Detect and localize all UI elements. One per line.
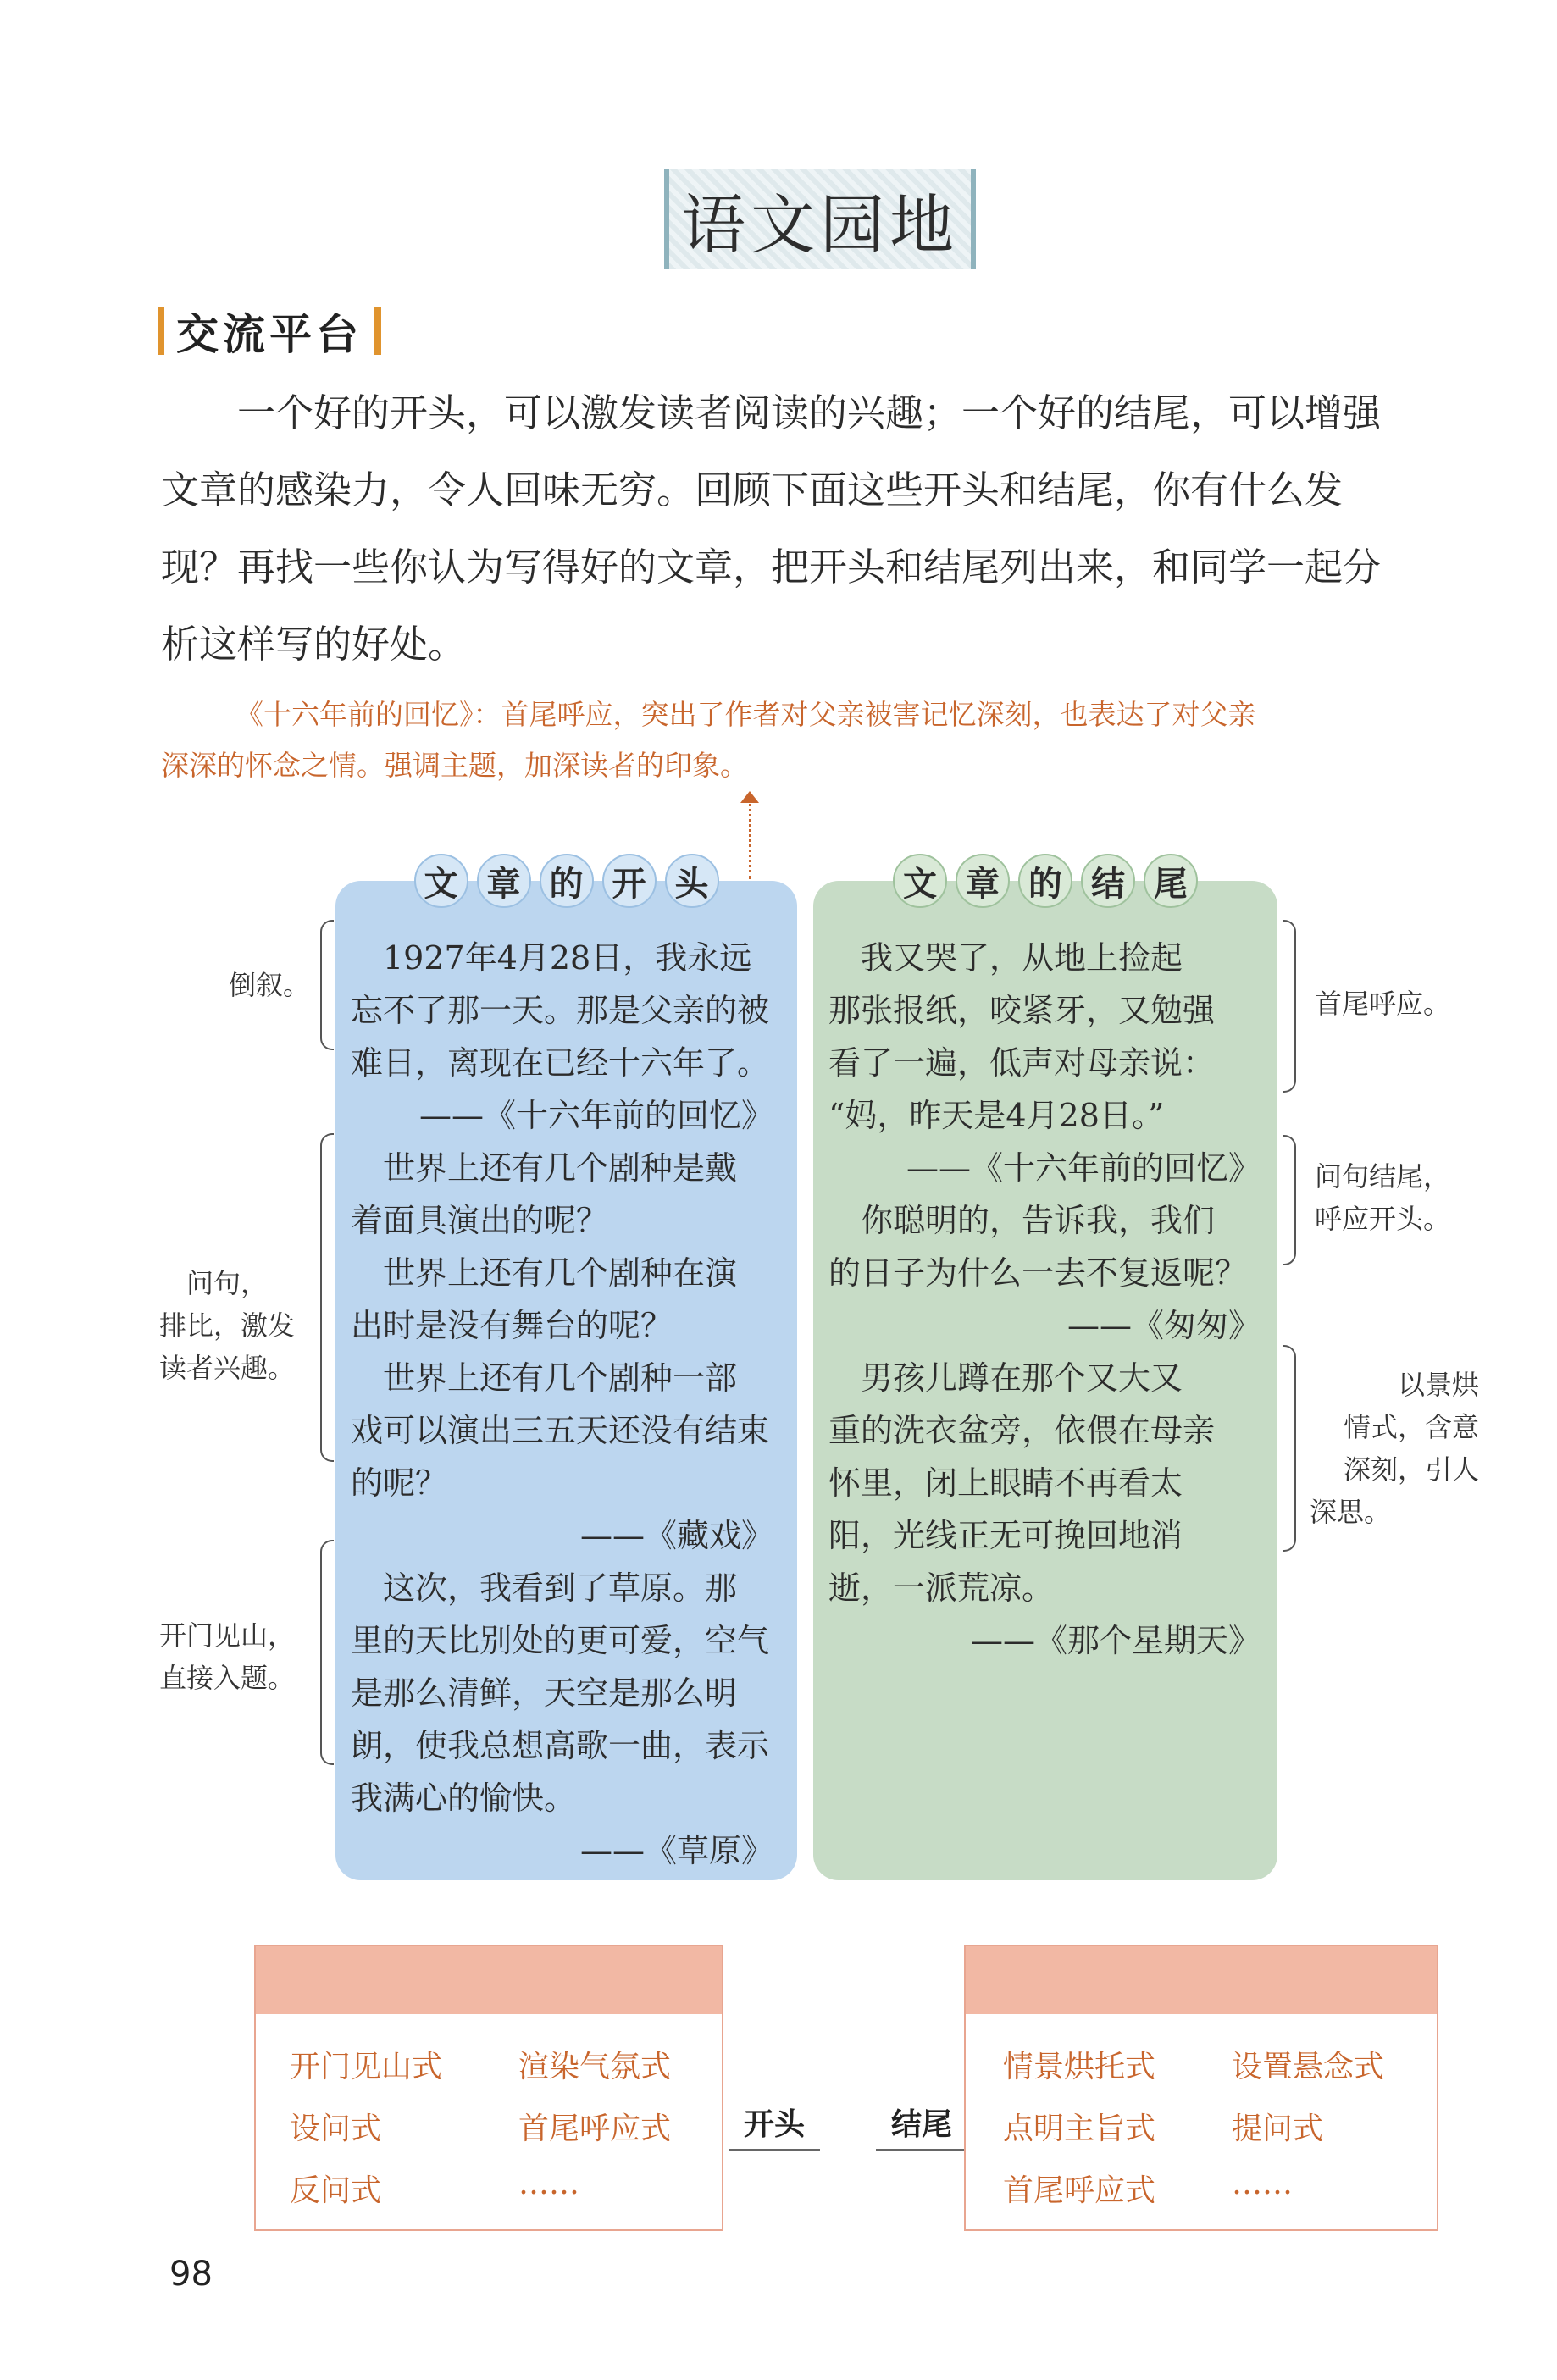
excerpt-line: 重的洗衣盆旁，依偎在母亲 bbox=[828, 1412, 1216, 1449]
ending-methods-list bbox=[966, 2014, 1437, 2210]
opening-panel bbox=[335, 863, 797, 1880]
method-item: 提问式 bbox=[1232, 2112, 1324, 2146]
note-line: 深刻，引人 bbox=[1343, 1453, 1479, 1486]
note-line: 开门见山， bbox=[159, 1619, 296, 1652]
page-title-banner bbox=[664, 169, 976, 269]
excerpt-block bbox=[828, 1194, 1261, 1352]
left-note-direct bbox=[159, 1614, 295, 1699]
method-item: …… bbox=[1232, 2167, 1293, 2201]
heading-char: 结 bbox=[1081, 854, 1135, 908]
excerpt-block bbox=[351, 932, 773, 1142]
excerpt-line: 我满心的愉快。 bbox=[351, 1779, 577, 1817]
excerpt-source: ——《十六年前的回忆》 bbox=[418, 1097, 773, 1134]
method-item: 开门见山式 bbox=[290, 2050, 443, 2084]
excerpt-line: 看了一遍，低声对母亲说： bbox=[828, 1044, 1216, 1082]
left-brace bbox=[320, 920, 334, 1050]
method-item: 反问式 bbox=[290, 2173, 382, 2208]
method-item: 首尾呼应式 bbox=[518, 2112, 672, 2146]
intro-line: 析这样写的好处。 bbox=[161, 622, 467, 667]
page-number: 98 bbox=[169, 2255, 213, 2294]
right-brace bbox=[1283, 1345, 1296, 1552]
excerpt-source: ——《那个星期天》 bbox=[970, 1622, 1261, 1659]
heading-char: 开 bbox=[602, 854, 657, 908]
excerpt-line: 这次，我看到了草原。那 bbox=[351, 1569, 738, 1607]
excerpt-source: ——《匆匆》 bbox=[1067, 1307, 1261, 1344]
note-line: 读者兴趣。 bbox=[159, 1352, 296, 1384]
method-item: 点明主旨式 bbox=[1003, 2112, 1156, 2146]
intro-line: 一个好的开头，可以激发读者阅读的兴趣；一个好的结尾，可以增强 bbox=[237, 390, 1382, 435]
method-item: 设问式 bbox=[290, 2112, 382, 2146]
opening-methods-box bbox=[254, 1945, 723, 2231]
method-item: 设置悬念式 bbox=[1232, 2050, 1385, 2084]
excerpt-source: ——《十六年前的回忆》 bbox=[906, 1149, 1261, 1187]
left-note-flashback bbox=[229, 964, 310, 1006]
excerpt-line: 你聪明的，告诉我，我们 bbox=[828, 1202, 1216, 1239]
heading-char: 章 bbox=[956, 854, 1010, 908]
heading-bar-left bbox=[158, 307, 164, 355]
note-line: 问句结尾， bbox=[1315, 1160, 1451, 1193]
note-line: 问句， bbox=[186, 1267, 269, 1299]
left-note-questions bbox=[159, 1262, 295, 1389]
opening-excerpts bbox=[335, 911, 797, 1877]
ending-panel bbox=[813, 863, 1277, 1880]
method-item: 情景烘托式 bbox=[1003, 2050, 1156, 2084]
excerpt-line: 难日，离现在已经十六年了。 bbox=[351, 1044, 770, 1082]
excerpt-source: ——《藏戏》 bbox=[579, 1517, 773, 1554]
excerpt-line: 逝，一派荒凉。 bbox=[828, 1569, 1055, 1607]
method-item: …… bbox=[518, 2167, 579, 2201]
left-brace bbox=[320, 1133, 334, 1462]
opening-tag: 开头 bbox=[729, 2095, 820, 2151]
excerpt-line: 世界上还有几个剧种是戴 bbox=[351, 1149, 738, 1187]
excerpt-line: 1927年4月28日，我永远 bbox=[351, 939, 752, 977]
excerpt-line: 世界上还有几个剧种一部 bbox=[351, 1359, 738, 1397]
excerpt-line: 我又哭了，从地上捡起 bbox=[828, 939, 1183, 977]
opening-methods-list bbox=[256, 2014, 722, 2210]
excerpt-line: 阳，光线正无可挽回地消 bbox=[828, 1517, 1183, 1554]
heading-char: 文 bbox=[893, 854, 947, 908]
note-line: 首尾呼应。 bbox=[1315, 988, 1451, 1020]
excerpt-line: 的呢？ bbox=[351, 1464, 448, 1502]
ending-panel-heading bbox=[813, 850, 1277, 911]
excerpt-line: 的日子为什么一去不复返呢？ bbox=[828, 1254, 1248, 1292]
excerpt-block bbox=[828, 1352, 1261, 1667]
heading-char: 头 bbox=[665, 854, 719, 908]
ending-excerpts bbox=[813, 911, 1277, 1667]
excerpt-line: 忘不了那一天。那是父亲的被 bbox=[351, 992, 770, 1029]
intro-paragraph bbox=[161, 374, 1482, 683]
section-heading-text: 交流平台 bbox=[176, 310, 363, 359]
excerpt-block bbox=[351, 1562, 773, 1877]
right-note-question-ending bbox=[1315, 1155, 1450, 1240]
heading-char: 尾 bbox=[1144, 854, 1198, 908]
note-line: 呼应开头。 bbox=[1315, 1203, 1451, 1235]
note-line: 直接入题。 bbox=[159, 1662, 296, 1694]
note-line: 情式，含意 bbox=[1343, 1411, 1479, 1443]
excerpt-line: 男孩儿蹲在那个又大又 bbox=[828, 1359, 1183, 1397]
section-heading bbox=[158, 305, 381, 357]
heading-bar-right bbox=[374, 307, 381, 355]
annotation-line: 深深的怀念之情。强调主题，加深读者的印象。 bbox=[161, 749, 748, 782]
excerpt-line: 里的天比别处的更可爱，空气 bbox=[351, 1622, 770, 1659]
method-item: 渲染气氛式 bbox=[518, 2050, 672, 2084]
excerpt-line: “妈，昨天是4月28日。” bbox=[828, 1097, 1165, 1134]
note-line: 以景烘 bbox=[1397, 1369, 1479, 1401]
excerpt-line: 朗，使我总想高歌一曲，表示 bbox=[351, 1727, 770, 1764]
right-note-scenery bbox=[1310, 1364, 1479, 1533]
note-line: 深思。 bbox=[1310, 1496, 1392, 1528]
intro-line: 文章的感染力，令人回味无穷。回顾下面这些开头和结尾，你有什么发 bbox=[161, 468, 1344, 512]
note-line: 排比，激发 bbox=[159, 1309, 296, 1342]
excerpt-line: 世界上还有几个剧种在演 bbox=[351, 1254, 738, 1292]
annotation-line: 《十六年前的回忆》：首尾呼应，突出了作者对父亲被害记忆深刻，也表达了对父亲 bbox=[235, 698, 1256, 731]
method-item: 首尾呼应式 bbox=[1003, 2173, 1156, 2208]
excerpt-line: 怀里，闭上眼睛不再看太 bbox=[828, 1464, 1183, 1502]
excerpt-line: 出时是没有舞台的呢？ bbox=[351, 1307, 673, 1344]
ending-methods-box bbox=[964, 1945, 1438, 2231]
excerpt-line: 是那么清鲜，天空是那么明 bbox=[351, 1674, 738, 1712]
page-title: 语文园地 bbox=[681, 186, 959, 263]
heading-char: 文 bbox=[414, 854, 468, 908]
excerpt-block bbox=[828, 932, 1261, 1194]
right-note-echo bbox=[1315, 982, 1450, 1025]
opening-panel-heading bbox=[335, 850, 797, 911]
excerpt-line: 那张报纸，咬紧牙，又勉强 bbox=[828, 992, 1216, 1029]
excerpt-line: 着面具演出的呢？ bbox=[351, 1202, 609, 1239]
right-brace bbox=[1283, 920, 1296, 1093]
ending-tag: 结尾 bbox=[876, 2095, 967, 2151]
excerpt-block bbox=[351, 1142, 773, 1562]
excerpt-source: ——《草原》 bbox=[579, 1832, 773, 1869]
right-brace bbox=[1283, 1135, 1296, 1265]
note-line: 倒叙。 bbox=[229, 969, 311, 1001]
heading-char: 章 bbox=[477, 854, 531, 908]
excerpt-line: 戏可以演出三五天还没有结束 bbox=[351, 1412, 770, 1449]
arrow-up-icon bbox=[740, 791, 759, 803]
left-brace bbox=[320, 1540, 334, 1765]
heading-char: 的 bbox=[1018, 854, 1072, 908]
box-header bbox=[256, 1946, 722, 2014]
intro-line: 现？再找一些你认为写得好的文章，把开头和结尾列出来，和同学一起分 bbox=[161, 545, 1382, 589]
box-header bbox=[966, 1946, 1437, 2014]
top-annotation bbox=[161, 689, 1482, 791]
heading-char: 的 bbox=[540, 854, 594, 908]
